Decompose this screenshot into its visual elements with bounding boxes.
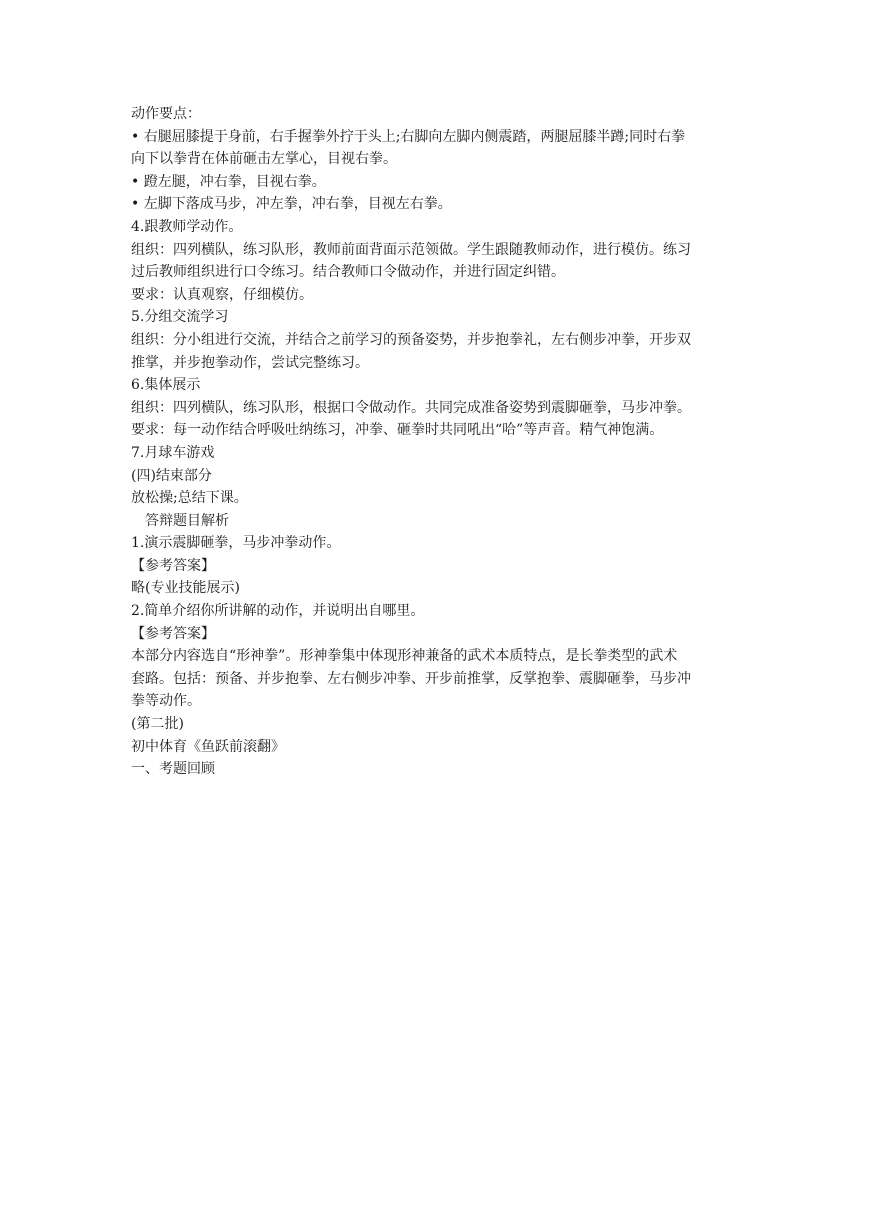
- section-heading: 一、考题回顾: [131, 761, 215, 778]
- paragraph-line: 过后教师组织进行口令练习。结合教师口令做动作，并进行固定纠错。: [131, 264, 565, 281]
- answer-line: 本部分内容选自“形神拳”。形神拳集中体现形神兼备的武术本质特点，是长拳类型的武术: [131, 648, 678, 665]
- paragraph-line: 要求：每一动作结合呼吸吐纳练习，冲拳、砸拳时共同吼出“哈”等声音。精气神饱满。: [131, 422, 664, 439]
- document-page: [131, 103, 743, 781]
- paragraph-line: 要求：认真观察，仔细模仿。: [131, 286, 313, 303]
- paragraph-line: 组织：四列横队，练习队形，教师前面背面示范领做。学生跟随教师动作，进行模仿。练习: [131, 241, 691, 258]
- step-heading: 4.跟教师学动作。: [131, 218, 243, 235]
- bullet-line: • 右腿屈膝提于身前，右手握拳外拧于头上;右脚向左脚内侧震踏，两腿屈膝半蹲;同时右拳: [131, 128, 686, 145]
- step-heading: 5.分组交流学习: [131, 309, 229, 326]
- paragraph-line: 组织：分小组进行交流，并结合之前学习的预备姿势，并步抱拳礼，左右侧步冲拳，开步双: [131, 331, 691, 348]
- section-heading: (四)结束部分: [131, 467, 212, 484]
- paragraph-line: 组织：四列横队，练习队形，根据口令做动作。共同完成准备姿势到震脚砸拳，马步冲拳。: [131, 399, 691, 416]
- answer-line: 套路。包括：预备、并步抱拳、左右侧步冲拳、开步前推掌，反掌抱拳、震脚砸拳，马步冲: [131, 670, 691, 687]
- paragraph-line: 推掌，并步抱拳动作，尝试完整练习。: [131, 354, 369, 371]
- bullet-line: • 左脚下落成马步，冲左拳，冲右拳，目视左右拳。: [131, 196, 452, 213]
- answer-line: 略(专业技能展示): [131, 580, 240, 597]
- paragraph-line: 向下以拳背在体前砸击左掌心，目视右拳。: [131, 151, 397, 168]
- batch-label: (第二批): [131, 716, 184, 733]
- lesson-title: 初中体育《鱼跃前滚翻》: [131, 738, 285, 755]
- bullet-line: • 蹬左腿，冲右拳，目视右拳。: [131, 173, 326, 190]
- question-line: 2.简单介绍你所讲解的动作，并说明出自哪里。: [131, 603, 425, 620]
- section-heading-answers: 答辩题目解析: [145, 512, 229, 529]
- answer-label: 【参考答案】: [131, 625, 215, 642]
- step-heading: 6.集体展示: [131, 377, 201, 394]
- answer-line: 拳等动作。: [131, 693, 201, 710]
- paragraph-line: 放松操;总结下课。: [131, 490, 248, 507]
- section-heading-action-points: 动作要点：: [131, 106, 201, 122]
- question-line: 1.演示震脚砸拳，马步冲拳动作。: [131, 535, 341, 552]
- answer-label: 【参考答案】: [131, 557, 215, 574]
- step-heading: 7.月球车游戏: [131, 444, 215, 461]
